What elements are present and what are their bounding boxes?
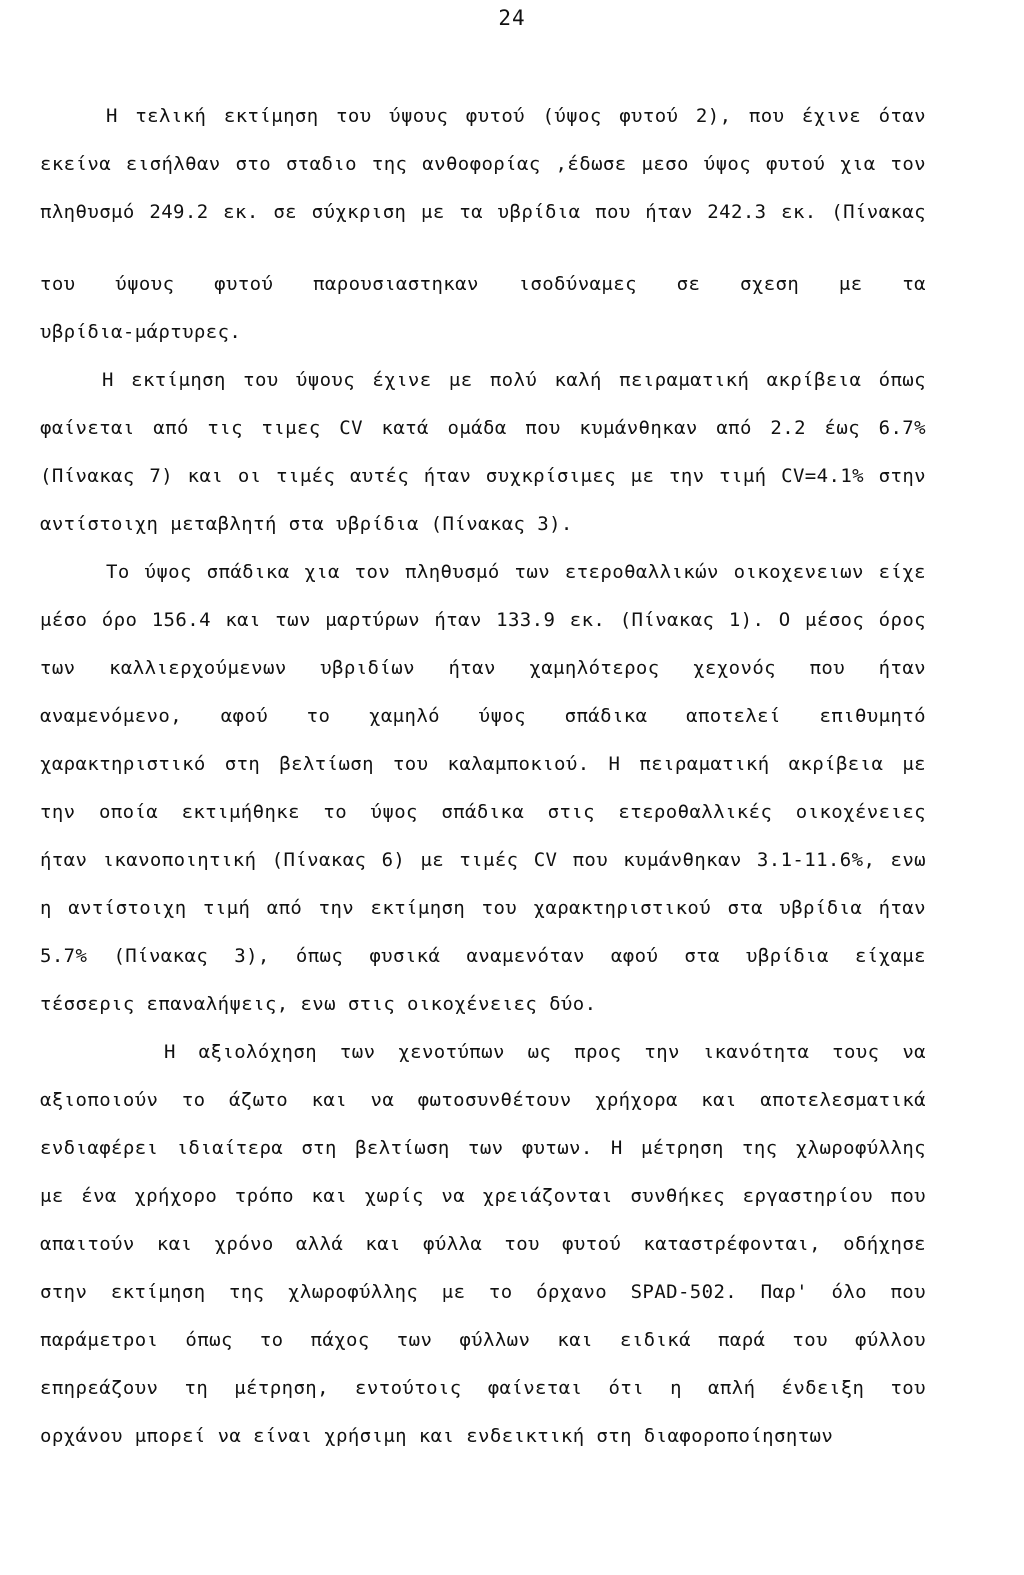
text-line: Η αξιολόχηση των χενοτύπων ως προς την ικανότητα τους να <box>164 1041 926 1063</box>
paragraph-gap <box>40 236 926 260</box>
text-line: ενδιαφέρει ιδιαίτερα στη βελτίωση των φυτων. Η μέτρηση της χλωροφύλλης <box>40 1137 926 1159</box>
page-number: 24 <box>498 6 526 30</box>
text-line: 5.7% (Πίνακας 3), όπως φυσικά αναμενόταν αφού στα υβρίδια είχαμε <box>40 945 926 967</box>
text-line: επηρεάζουν τη μέτρηση, εντούτοις φαίνεται ότι η απλή ένδειξη του <box>40 1377 926 1399</box>
document-body <box>40 92 926 1460</box>
text-line: τέσσερις επαναλήψεις, ενω στις οικοχένειες δύο. <box>40 993 597 1015</box>
text-line: την οποία εκτιμήθηκε το ύψος σπάδικα στις ετεροθαλλικές οικοχένειες <box>40 801 926 823</box>
text-line: ορχάνου μπορεί να είναι χρήσιμη και ενδεικτική στη διαφοροποίησητων <box>40 1425 834 1447</box>
text-line: με ένα χρήχορο τρόπο και χωρίς να χρειάζονται συνθήκες εργαστηρίου που <box>40 1185 926 1207</box>
text-line: ήταν ικανοποιητική (Πίνακας 6) με τιμές CV που κυμάνθηκαν 3.1-11.6%, ενω <box>40 849 926 871</box>
text-line: χαρακτηριστικό στη βελτίωση του καλαμποκιού. Η πειραματική ακρίβεια με <box>40 753 926 775</box>
text-line: αναμενόμενο, αφού το χαμηλό ύψος σπάδικα αποτελεί επιθυμητό <box>40 705 926 727</box>
text-line: στην εκτίμηση της χλωροφύλλης με το όρχανο SPAD-502. Παρ' όλο που <box>40 1281 926 1303</box>
text-line: Η τελική εκτίμηση του ύψους φυτού (ύψος φυτού 2), που έχινε όταν <box>106 105 926 127</box>
text-line: υβρίδια-μάρτυρες. <box>40 321 242 343</box>
text-line: Το ύψος σπάδικα χια τον πληθυσμό των ετεροθαλλικών οικοχενειων είχε <box>106 561 926 583</box>
text-line: (Πίνακας 7) και οι τιμές αυτές ήταν συχκρίσιμες με την τιμή CV=4.1% στην <box>40 465 926 487</box>
text-line: Η εκτίμηση του ύψους έχινε με πολύ καλή πειραματική ακρίβεια όπως <box>102 369 926 391</box>
text-line: του ύψους φυτού παρουσιαστηκαν ισοδύναμες σε σχεση με τα <box>40 273 926 295</box>
text-line: αξιοποιούν το άζωτο και να φωτοσυνθέτουν χρήχορα και αποτελεσματικά <box>40 1089 926 1111</box>
text-line: πληθυσμό 249.2 εκ. σε σύχκριση με τα υβρίδια που ήταν 242.3 εκ. (Πίνακας <box>40 201 926 223</box>
text-line: παράμετροι όπως το πάχος των φύλλων και ειδικά παρά του φύλλου <box>40 1329 926 1351</box>
text-line: η αντίστοιχη τιμή από την εκτίμηση του χαρακτηριστικού στα υβρίδια ήταν <box>40 897 926 919</box>
text-line: φαίνεται από τις τιμες CV κατά ομάδα που κυμάνθηκαν από 2.2 έως 6.7% <box>40 417 926 439</box>
text-line: απαιτούν και χρόνο αλλά και φύλλα του φυτού καταστρέφονται, οδήχησε <box>40 1233 926 1255</box>
text-line: εκείνα εισήλθαν στο σταδιο της ανθοφορίας ,έδωσε μεσο ύψος φυτού χια τον <box>40 153 926 175</box>
text-line: μέσο όρο 156.4 και των μαρτύρων ήταν 133.9 εκ. (Πίνακας 1). Ο μέσος όρος <box>40 609 926 631</box>
text-line: των καλλιερχούμενων υβριδίων ήταν χαμηλότερος χεχονός που ήταν <box>40 657 926 679</box>
text-line: αντίστοιχη μεταβλητή στα υβρίδια (Πίνακας 3). <box>40 513 573 535</box>
